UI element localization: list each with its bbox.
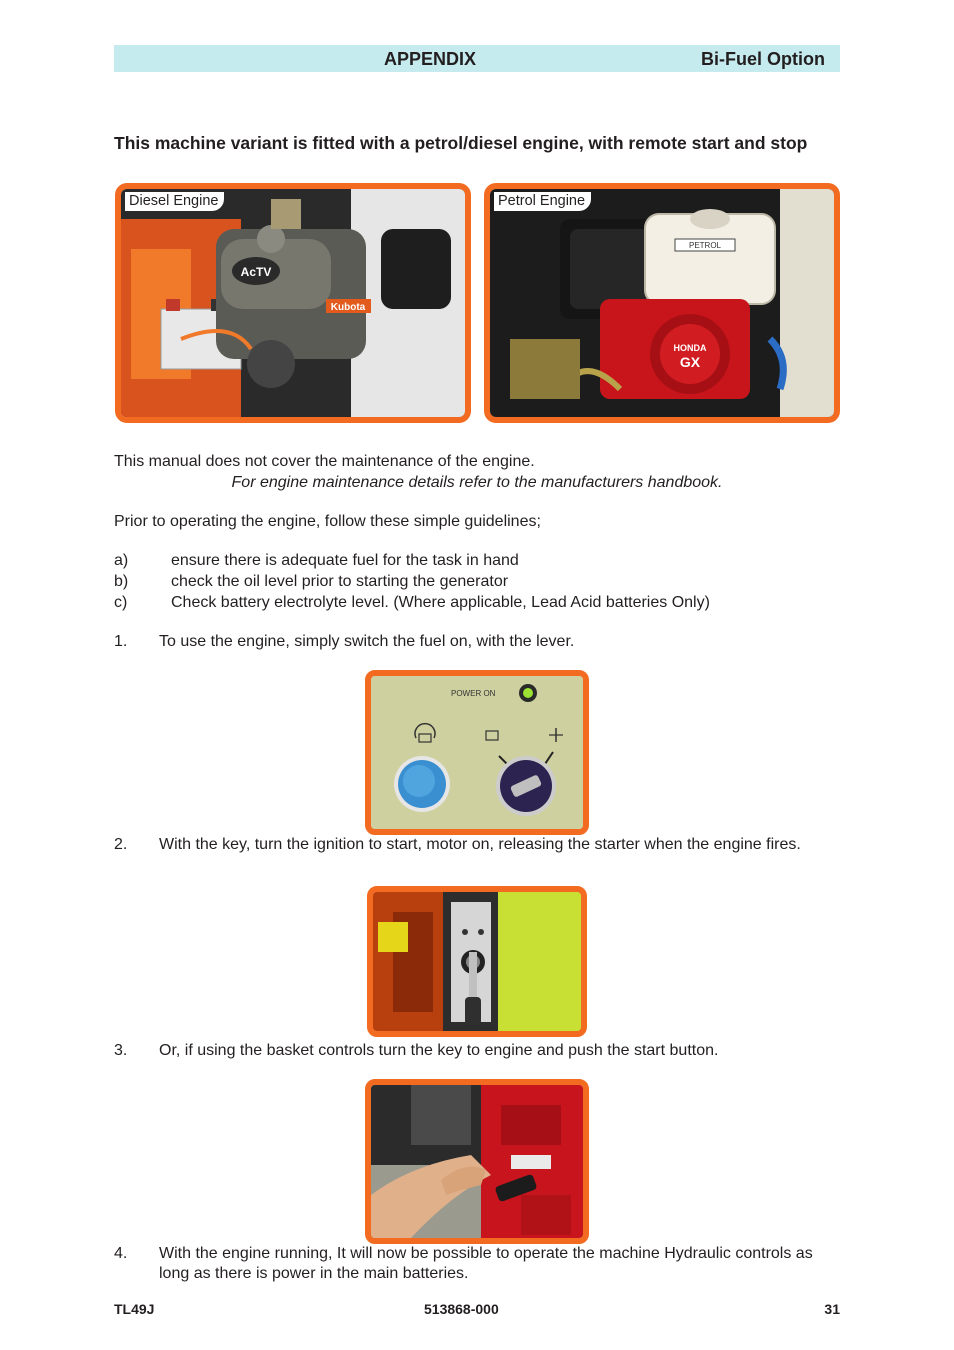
intro-line-3: Prior to operating the engine, follow these simple guidelines; xyxy=(114,513,541,530)
step-number-4: 4. xyxy=(114,1245,128,1262)
ignition-key-illustration xyxy=(373,892,581,1031)
petrol-engine-photo xyxy=(484,183,840,423)
step-number-2: 2. xyxy=(114,836,128,853)
petrol-brand-text: HONDA xyxy=(673,343,707,353)
step-text-4: With the engine running, It will now be possible to operate the machine Hydraulic controls as long as there is power in the main batteries. xyxy=(159,1245,813,1282)
step-number-1: 1. xyxy=(114,633,128,650)
fuel-lever-illustration xyxy=(371,1085,583,1238)
header-section: APPENDIX xyxy=(384,49,477,69)
guideline-text-c: Check battery electrolyte level. (Where applicable, Lead Acid batteries Only) xyxy=(171,594,710,611)
guideline-marker-a: a) xyxy=(114,552,129,569)
control-panel-illustration xyxy=(371,676,583,829)
petrol-engine-illustration xyxy=(490,189,834,417)
step-text-2: With the key, turn the ignition to start, motor on, releasing the starter when the engine fires. xyxy=(159,836,801,853)
footer-model: TL49J xyxy=(114,1301,155,1317)
control-panel-photo xyxy=(365,670,589,835)
diesel-brand-text: Kubota xyxy=(330,302,366,313)
step-text-1: To use the engine, simply switch the fuel on, with the lever. xyxy=(159,633,575,650)
header-topic: Bi-Fuel Option xyxy=(701,49,825,69)
guideline-text-b: check the oil level prior to starting the generator xyxy=(171,573,509,590)
guideline-marker-c: c) xyxy=(114,594,128,611)
header-bar xyxy=(114,45,840,72)
footer-part-number: 513868-000 xyxy=(424,1301,499,1317)
power-on-text: POWER ON xyxy=(451,689,496,698)
diesel-badge-text: AcTV xyxy=(240,265,272,279)
petrol-engine-label: Petrol Engine xyxy=(494,192,591,211)
guideline-text-a: ensure there is adequate fuel for the task in hand xyxy=(171,552,519,569)
step-number-3: 3. xyxy=(114,1042,128,1059)
diesel-engine-label: Diesel Engine xyxy=(125,192,224,211)
ignition-key-photo xyxy=(367,886,587,1037)
guideline-marker-b: b) xyxy=(114,573,129,590)
petrol-tank-text: PETROL xyxy=(688,241,722,250)
page-heading: This machine variant is fitted with a petrol/diesel engine, with remote start and stop xyxy=(114,133,808,153)
petrol-model-text: GX xyxy=(679,354,701,370)
diesel-engine-illustration xyxy=(121,189,465,417)
fuel-lever-photo xyxy=(365,1079,589,1244)
footer-page-number: 31 xyxy=(824,1301,840,1317)
step-text-3: Or, if using the basket controls turn the key to engine and push the start button. xyxy=(159,1042,719,1059)
intro-line-1: This manual does not cover the maintenance of the engine. xyxy=(114,453,535,470)
intro-line-2: For engine maintenance details refer to the manufacturers handbook. xyxy=(231,474,723,491)
diesel-engine-photo xyxy=(115,183,471,423)
